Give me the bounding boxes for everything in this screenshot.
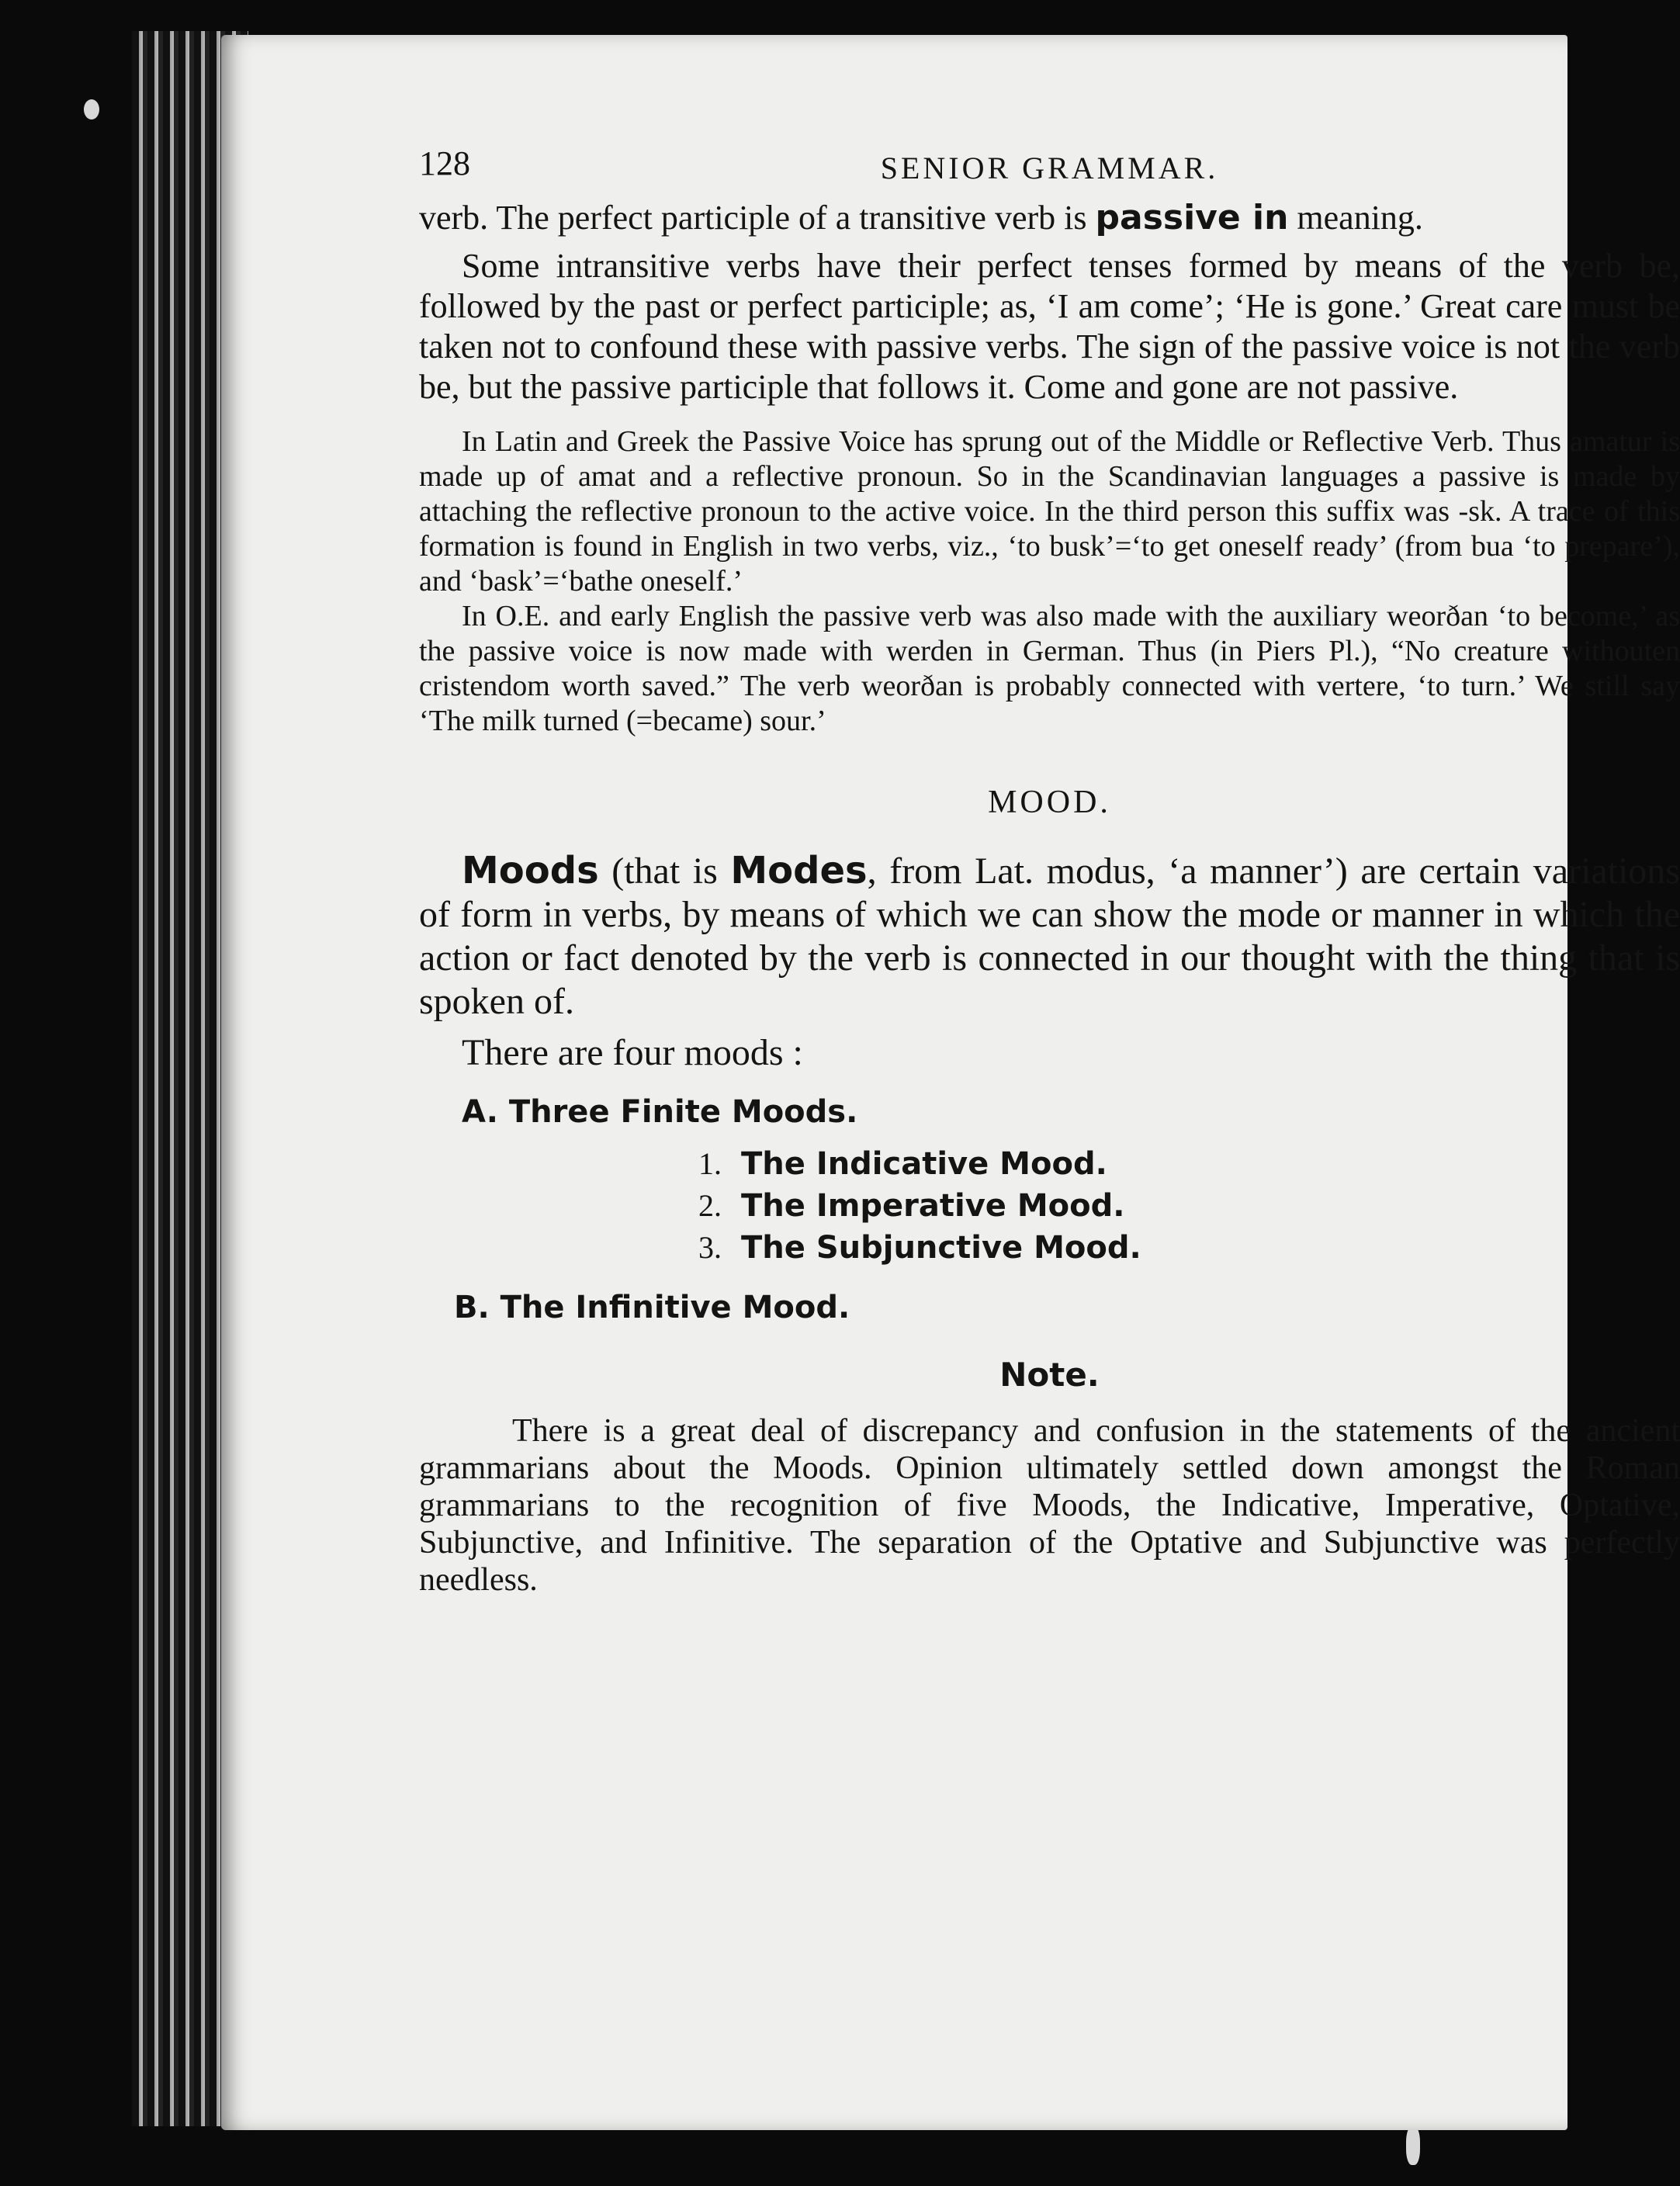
bold-term: passive in (1095, 198, 1289, 237)
list-number: 2. (698, 1188, 722, 1223)
paragraph-moods-definition (419, 849, 1680, 1024)
list-label: The Subjunctive Mood. (741, 1230, 1141, 1266)
list-label: The Indicative Mood. (741, 1146, 1107, 1182)
list-item (698, 1227, 1680, 1269)
paragraph-text: (that is (598, 850, 731, 892)
list-number: 3. (698, 1230, 722, 1265)
note-text: There is a great deal of discrepancy and confusion in the statements of the ancient grammarians about the Moods. Opinion ultimately settled down amongst the Roman grammarians to the recognition of five Moods, the Indicative, Imperative, Optative, Subjunctive, and Infinitive. The separation of the Optative and Subjunctive was perfectly needless. (419, 1413, 1680, 1598)
paragraph-text: verb. The perfect participle of a transitive verb is (419, 199, 1087, 237)
scan-speck (1406, 2126, 1420, 2165)
page-text (419, 144, 1680, 1599)
book-page (221, 35, 1680, 2130)
list-label: The Imperative Mood. (741, 1188, 1125, 1224)
group-a-heading: A. Three Finite Moods. (462, 1094, 858, 1130)
group-b-heading: B. The Infinitive Mood. (454, 1290, 850, 1325)
section-heading-mood: MOOD. (988, 785, 1111, 820)
paragraph-text: , from Lat. modus, ‘a manner’) are certain variations of form in verbs, by means of which we can show the mode or manner in which the action or fact denoted by the verb is connected in our thought with the thing that is spoken of. (419, 850, 1680, 1022)
bold-term: Modes (730, 849, 868, 892)
list-number: 1. (698, 1146, 722, 1181)
finite-moods-list (698, 1143, 1680, 1269)
page-number: 128 (419, 144, 470, 182)
scan-speck (84, 99, 99, 120)
bold-term: Moods (462, 849, 599, 892)
page-header (419, 144, 1680, 198)
paragraph-passive-meaning (419, 198, 1680, 238)
note-old-english-passive: In O.E. and early English the passive verb was also made with the auxiliary weorðan ‘to become,’ as the passive voice is now made with werden in German. Thus (in Piers Pl.), “No creature withouten cristendom worth saved.” The verb weorðan is probably connected with vertere, ‘to turn.’ We still say ‘The milk turned (=became) sour.’ (419, 600, 1680, 737)
running-head: SENIOR GRAMMAR. (880, 151, 1219, 185)
list-item (698, 1185, 1680, 1227)
paragraph-intransitive-verbs: Some intransitive verbs have their perfect tenses formed by means of the verb be, followed by the past or perfect participle; as, ‘I am come’; ‘He is gone.’ Great care must be taken not to confound these with passive verbs. The sign of the passive voice is not the verb be, but the passive participle that follows it. Come and gone are not passive. (419, 247, 1680, 406)
note-title: Note. (999, 1356, 1100, 1394)
list-item (698, 1143, 1680, 1185)
note-latin-greek-passive: In Latin and Greek the Passive Voice has sprung out of the Middle or Reflective Verb. Thus amatur is made up of amat and a reflective pronoun. So in the Scandinavian languages a passive is made by attaching the reflective pronoun to the active voice. In the third person this suffix was -sk. A trace of this formation is found in English in two verbs, viz., ‘to busk’=‘to get oneself ready’ (from bua ‘to prepare’), and ‘bask’=‘bathe oneself.’ (419, 425, 1680, 598)
paragraph-text: meaning. (1297, 199, 1423, 237)
paragraph-four-moods: There are four moods : (462, 1032, 803, 1073)
